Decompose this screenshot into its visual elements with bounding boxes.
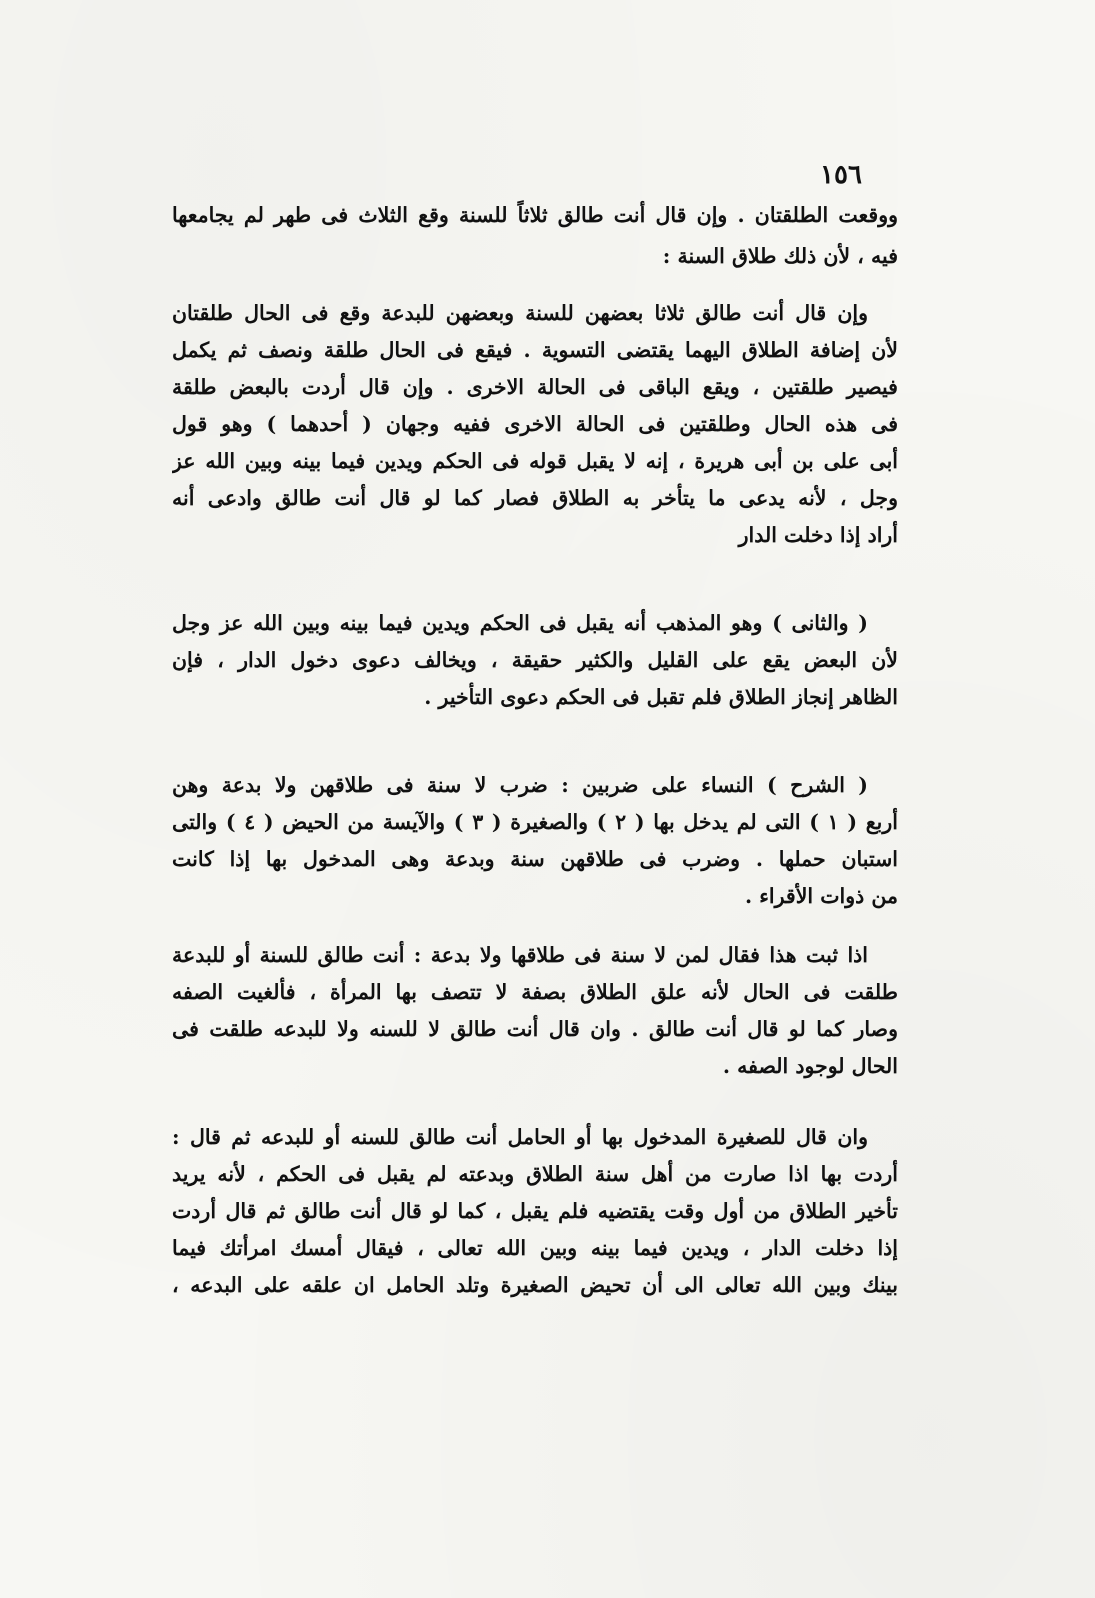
text-line: لأن البعض يقع على القليل والكثير حقيقة ، ويخالف دعوى دخول الدار ، فإن xyxy=(172,648,898,672)
text-line: فيه ، لأن ذلك طلاق السنة : xyxy=(662,244,898,268)
text-line: أربع ( ١ ) التى لم يدخل بها ( ٢ ) والصغيرة ( ٣ ) والآيسة من الحيض ( ٤ ) والتى xyxy=(172,810,898,834)
text-line: وان قال للصغيرة المدخول بها أو الحامل أنت طالق للسنه أو للبدعه ثم قال : xyxy=(172,1125,868,1149)
paragraph-6 xyxy=(172,1122,898,1301)
text-line: ووقعت الطلقتان . وإن قال أنت طالق ثلاثاً للسنة وقع الثلاث فى طهر لم يجامعها xyxy=(172,203,898,227)
text-line: تأخير الطلاق من أول وقت يقتضيه فلم يقبل ، كما لو قال أنت طالق ثم قال أردت xyxy=(172,1199,898,1223)
text-line: استبان حملها . وضرب فى طلاقهن سنة وبدعة وهى المدخول بها إذا كانت xyxy=(172,847,898,871)
text-line: فيصير طلقتين ، ويقع الباقى فى الحالة الاخرى . وإن قال أردت بالبعض طلقة xyxy=(172,375,898,399)
text-line: بينك وبين الله تعالى الى أن تحيض الصغيرة وتلد الحامل ان علقه على البدعه ، xyxy=(172,1273,898,1297)
text-line: اذا ثبت هذا فقال لمن لا سنة فى طلاقها ولا بدعة : أنت طالق للسنة أو للبدعة xyxy=(172,943,868,967)
text-line: الظاهر إنجاز الطلاق فلم تقبل فى الحكم دعوى التأخير . xyxy=(424,685,898,709)
text-line: وصار كما لو قال أنت طالق . وان قال أنت طالق لا للسنه ولا للبدعه طلقت فى xyxy=(172,1017,898,1041)
paragraph-2 xyxy=(172,298,898,551)
paragraph-1 xyxy=(172,200,898,272)
text-line: إذا دخلت الدار ، ويدين فيما بينه وبين الله تعالى ، فيقال أمسك امرأتك فيما xyxy=(172,1236,898,1260)
text-line: أراد إذا دخلت الدار xyxy=(738,523,898,547)
text-line: وإن قال أنت طالق ثلاثا بعضهن للسنة وبعضهن للبدعة وقع فى الحال طلقتان xyxy=(172,301,868,325)
text-line: طلقت فى الحال لأنه علق الطلاق بصفة لا تتصف بها المرأة ، فألغيت الصفه xyxy=(172,980,898,1004)
text-line: وجل ، لأنه يدعى ما يتأخر به الطلاق فصار كما لو قال أنت طالق وادعى أنه xyxy=(172,486,898,510)
text-line: ( الشرح ) النساء على ضربين : ضرب لا سنة فى طلاقهن ولا بدعة وهن xyxy=(172,773,868,797)
text-line: الحال لوجود الصفه . xyxy=(722,1054,898,1078)
text-line: ( والثانى ) وهو المذهب أنه يقبل فى الحكم ويدين فيما بينه وبين الله عز وجل xyxy=(172,611,868,635)
page-number: ١٥٦ xyxy=(820,160,862,190)
text-line: لأن إضافة الطلاق اليهما يقتضى التسوية . فيقع فى الحال طلقة ونصف ثم يكمل xyxy=(172,338,898,362)
paragraph-4 xyxy=(172,770,898,912)
text-line: أردت بها اذا صارت من أهل سنة الطلاق وبدعته لم يقبل فى الحكم ، لأنه يريد xyxy=(172,1162,898,1186)
paragraph-5 xyxy=(172,940,898,1082)
text-line: فى هذه الحال وطلقتين فى الحالة الاخرى ففيه وجهان ( أحدهما ) وهو قول xyxy=(172,412,898,436)
text-line: أبى على بن أبى هريرة ، إنه لا يقبل قوله فى الحكم ويدين فيما بينه وبين الله عز xyxy=(172,449,898,473)
paragraph-3 xyxy=(172,608,898,713)
text-line: من ذوات الأقراء . xyxy=(745,884,898,908)
